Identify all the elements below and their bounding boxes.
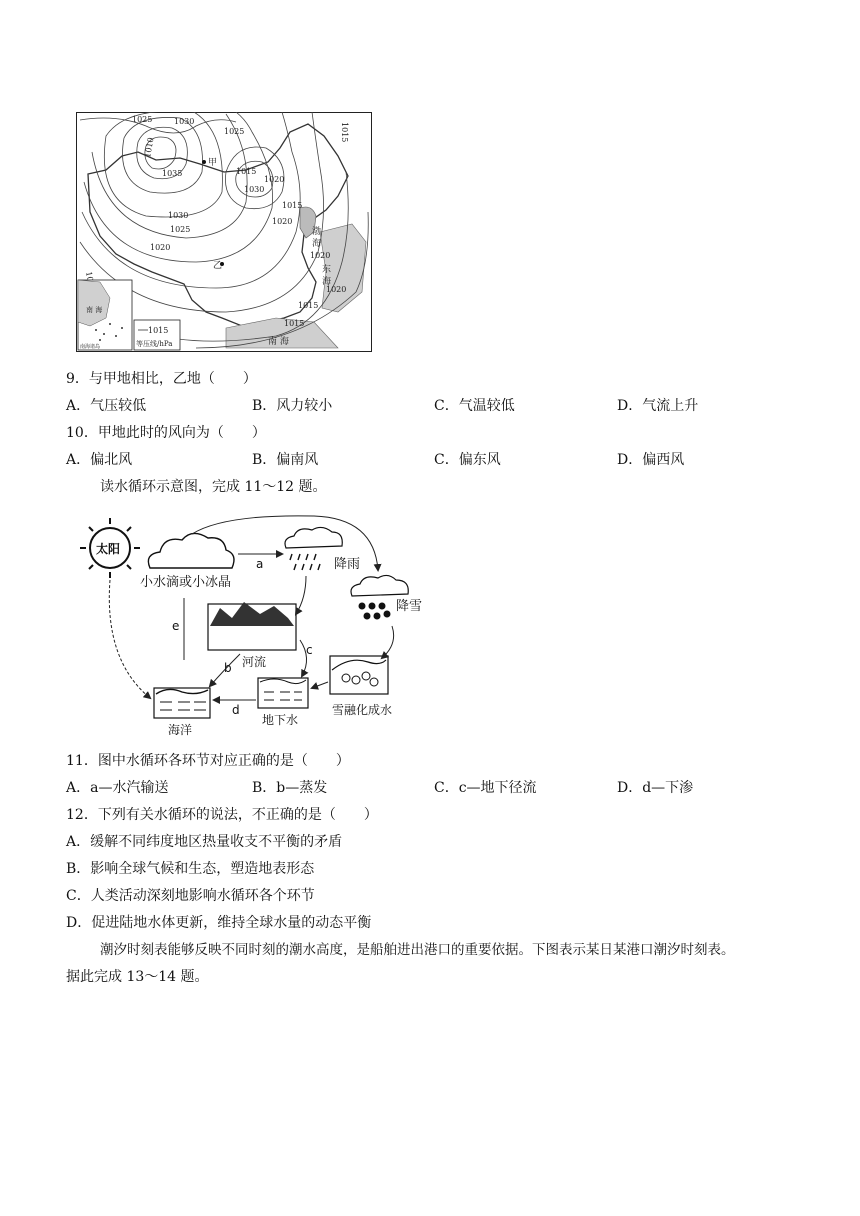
sea-east-label-2: 海 bbox=[322, 277, 332, 287]
q11-option-a[interactable]: A．a—水汽输送 bbox=[66, 780, 169, 796]
isobar-label: 1030 bbox=[244, 185, 265, 194]
q10-option-b[interactable]: B．偏南风 bbox=[252, 452, 319, 468]
land-block-icon bbox=[208, 602, 296, 650]
arrow-label-e: e bbox=[172, 619, 180, 633]
q9-option-d[interactable]: D．气流上升 bbox=[617, 398, 699, 414]
q10-option-c[interactable]: C．偏东风 bbox=[434, 452, 501, 468]
rain-label: 降雨 bbox=[334, 557, 361, 572]
q11-option-b[interactable]: B．b—蒸发 bbox=[252, 780, 328, 796]
isobar-label: 1015 bbox=[236, 167, 257, 176]
q10-stem: 10．甲地此时的风向为（ ） bbox=[66, 425, 266, 441]
q9-stem: 9．与甲地相比，乙地（ ） bbox=[66, 371, 257, 387]
sun-icon bbox=[80, 518, 140, 578]
snowmelt-block-icon bbox=[330, 656, 388, 694]
sun-label: 太阳 bbox=[96, 542, 121, 556]
q12-option-c[interactable]: C．人类活动深刻地影响水循环各个环节 bbox=[66, 888, 315, 904]
isobar-label: 1020 bbox=[310, 251, 331, 260]
isobar-label: 1035 bbox=[162, 169, 183, 178]
arrow-label-c: c bbox=[306, 643, 313, 657]
isobar-label: 1015 bbox=[340, 122, 349, 143]
river-label: 河流 bbox=[242, 655, 267, 669]
snow-label: 降雪 bbox=[396, 599, 423, 614]
isobar-map-svg bbox=[76, 112, 372, 352]
arrow-label-d: d bbox=[232, 703, 240, 717]
isobar-label: 1025 bbox=[170, 225, 191, 234]
q12-option-b[interactable]: B．影响全球气候和生态，塑造地表形态 bbox=[66, 861, 315, 877]
legend-value: 1015 bbox=[148, 326, 169, 335]
q12-stem: 12．下列有关水循环的说法，不正确的是（ ） bbox=[66, 807, 378, 823]
isobar-label: 1020 bbox=[150, 243, 171, 252]
arrow-label-a: a bbox=[256, 557, 264, 571]
cloud-label: 小水滴或小冰晶 bbox=[140, 575, 232, 590]
isobar-label: 1010 bbox=[143, 136, 156, 159]
isobar-label: 1030 bbox=[168, 211, 189, 220]
isobar-label: 1020 bbox=[326, 285, 347, 294]
snowmelt-label: 雪融化成水 bbox=[332, 703, 393, 717]
place-jia: 甲 bbox=[208, 158, 218, 168]
water-cycle-diagram bbox=[74, 510, 434, 738]
isobar-label: 1020 bbox=[272, 217, 293, 226]
intro-tide-line-1: 潮汐时刻表能够反映不同时刻的潮水高度，是船舶进出港口的重要依据。下图表示某日某港口潮汐时刻表。 bbox=[100, 942, 735, 958]
legend-label: 等压线/hPa bbox=[136, 340, 173, 348]
inset-sea-label: 南 海 bbox=[86, 306, 103, 314]
q9-option-a[interactable]: A．气压较低 bbox=[66, 398, 147, 414]
inset-note: 南海诸岛 bbox=[80, 344, 101, 350]
q10-option-a[interactable]: A．偏北风 bbox=[66, 452, 133, 468]
intro-water-cycle: 读水循环示意图，完成 11～12 题。 bbox=[100, 479, 327, 495]
sea-south-label: 南 海 bbox=[268, 337, 289, 347]
q11-option-c[interactable]: C．c—地下径流 bbox=[434, 780, 537, 796]
isobar-label: 1015 bbox=[282, 201, 303, 210]
q11-stem: 11．图中水循环各环节对应正确的是（ ） bbox=[66, 753, 350, 769]
isobar-label: 1030 bbox=[174, 117, 195, 126]
q11-option-d[interactable]: D．d—下渗 bbox=[617, 780, 694, 796]
place-yi: 乙 bbox=[213, 261, 223, 271]
ocean-label: 海洋 bbox=[168, 723, 193, 737]
arrow-label-b: b bbox=[224, 661, 232, 675]
isobar-label: 1015 bbox=[284, 319, 305, 328]
ocean-block-icon bbox=[154, 688, 210, 718]
isobar-label: 1025 bbox=[224, 127, 245, 136]
groundwater-label: 地下水 bbox=[262, 713, 299, 727]
sea-bohai-label: 渤 bbox=[312, 227, 322, 237]
q10-option-d[interactable]: D．偏西风 bbox=[617, 452, 685, 468]
cloud-icon bbox=[148, 533, 234, 568]
q12-option-d[interactable]: D．促进陆地水体更新，维持全球水量的动态平衡 bbox=[66, 915, 372, 931]
intro-tide-line-2: 据此完成 13～14 题。 bbox=[66, 969, 209, 985]
isobar-label: 1025 bbox=[132, 115, 153, 124]
isobar-label: 1020 bbox=[264, 175, 285, 184]
sea-east-label: 东 bbox=[322, 265, 332, 275]
sea-bohai-label-2: 海 bbox=[312, 239, 322, 249]
isobar-map bbox=[76, 112, 372, 352]
water-cycle-svg bbox=[74, 510, 434, 738]
q9-option-b[interactable]: B．风力较小 bbox=[252, 398, 333, 414]
q9-option-c[interactable]: C．气温较低 bbox=[434, 398, 515, 414]
isobar-label: 1015 bbox=[298, 301, 319, 310]
q12-option-a[interactable]: A．缓解不同纬度地区热量收支不平衡的矛盾 bbox=[66, 834, 343, 850]
groundwater-block-icon bbox=[258, 678, 308, 708]
